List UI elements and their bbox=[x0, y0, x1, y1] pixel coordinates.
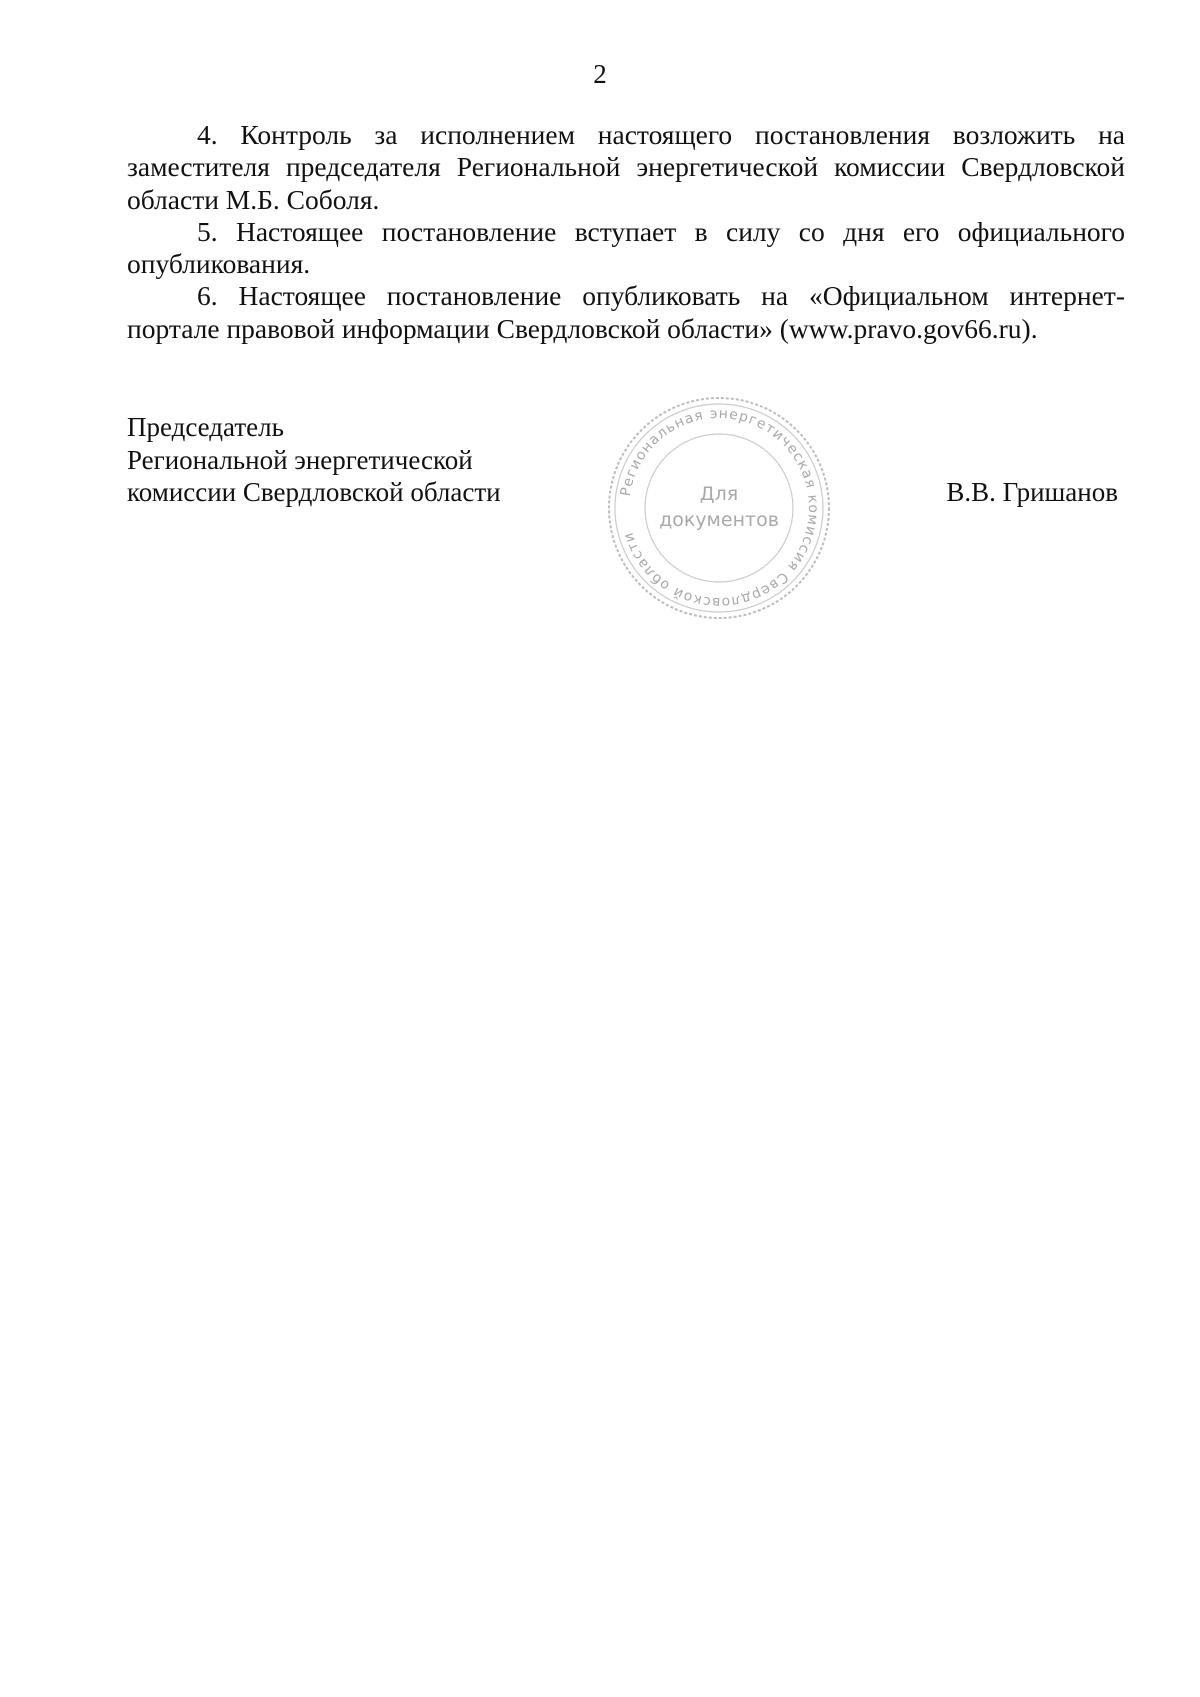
signatory-position-line: комиссии Свердловской области bbox=[127, 477, 501, 507]
signatory-position bbox=[127, 411, 501, 509]
seal-outer-text: Региональная энергетическая комиссия Свердловской области bbox=[617, 405, 822, 611]
signatory-position-line: Председатель bbox=[127, 412, 284, 442]
paragraph-4: 4. Контроль за исполнением настоящего постановления возложить на заместителя председателя Региональной энергетической комиссии Свердловской области М.Б. Соболя. bbox=[127, 119, 1125, 215]
paragraph-6: 6. Настоящее постановление опубликовать на «Официальном интернет-портале правовой информации Свердловской области» (www.pravo.gov66.ru). bbox=[127, 280, 1125, 344]
official-seal-icon bbox=[603, 392, 835, 624]
document-body bbox=[127, 119, 1125, 345]
signatory-name: В.В. Гришанов bbox=[946, 477, 1118, 507]
signatory-position-line: Региональной энергетической bbox=[127, 444, 473, 475]
page-number: 2 bbox=[593, 59, 607, 89]
paragraph-5: 5. Настоящее постановление вступает в силу со дня его официального опубликования. bbox=[127, 215, 1125, 280]
seal-center-line: документов bbox=[659, 509, 779, 531]
seal-center-line: Для bbox=[699, 483, 739, 505]
